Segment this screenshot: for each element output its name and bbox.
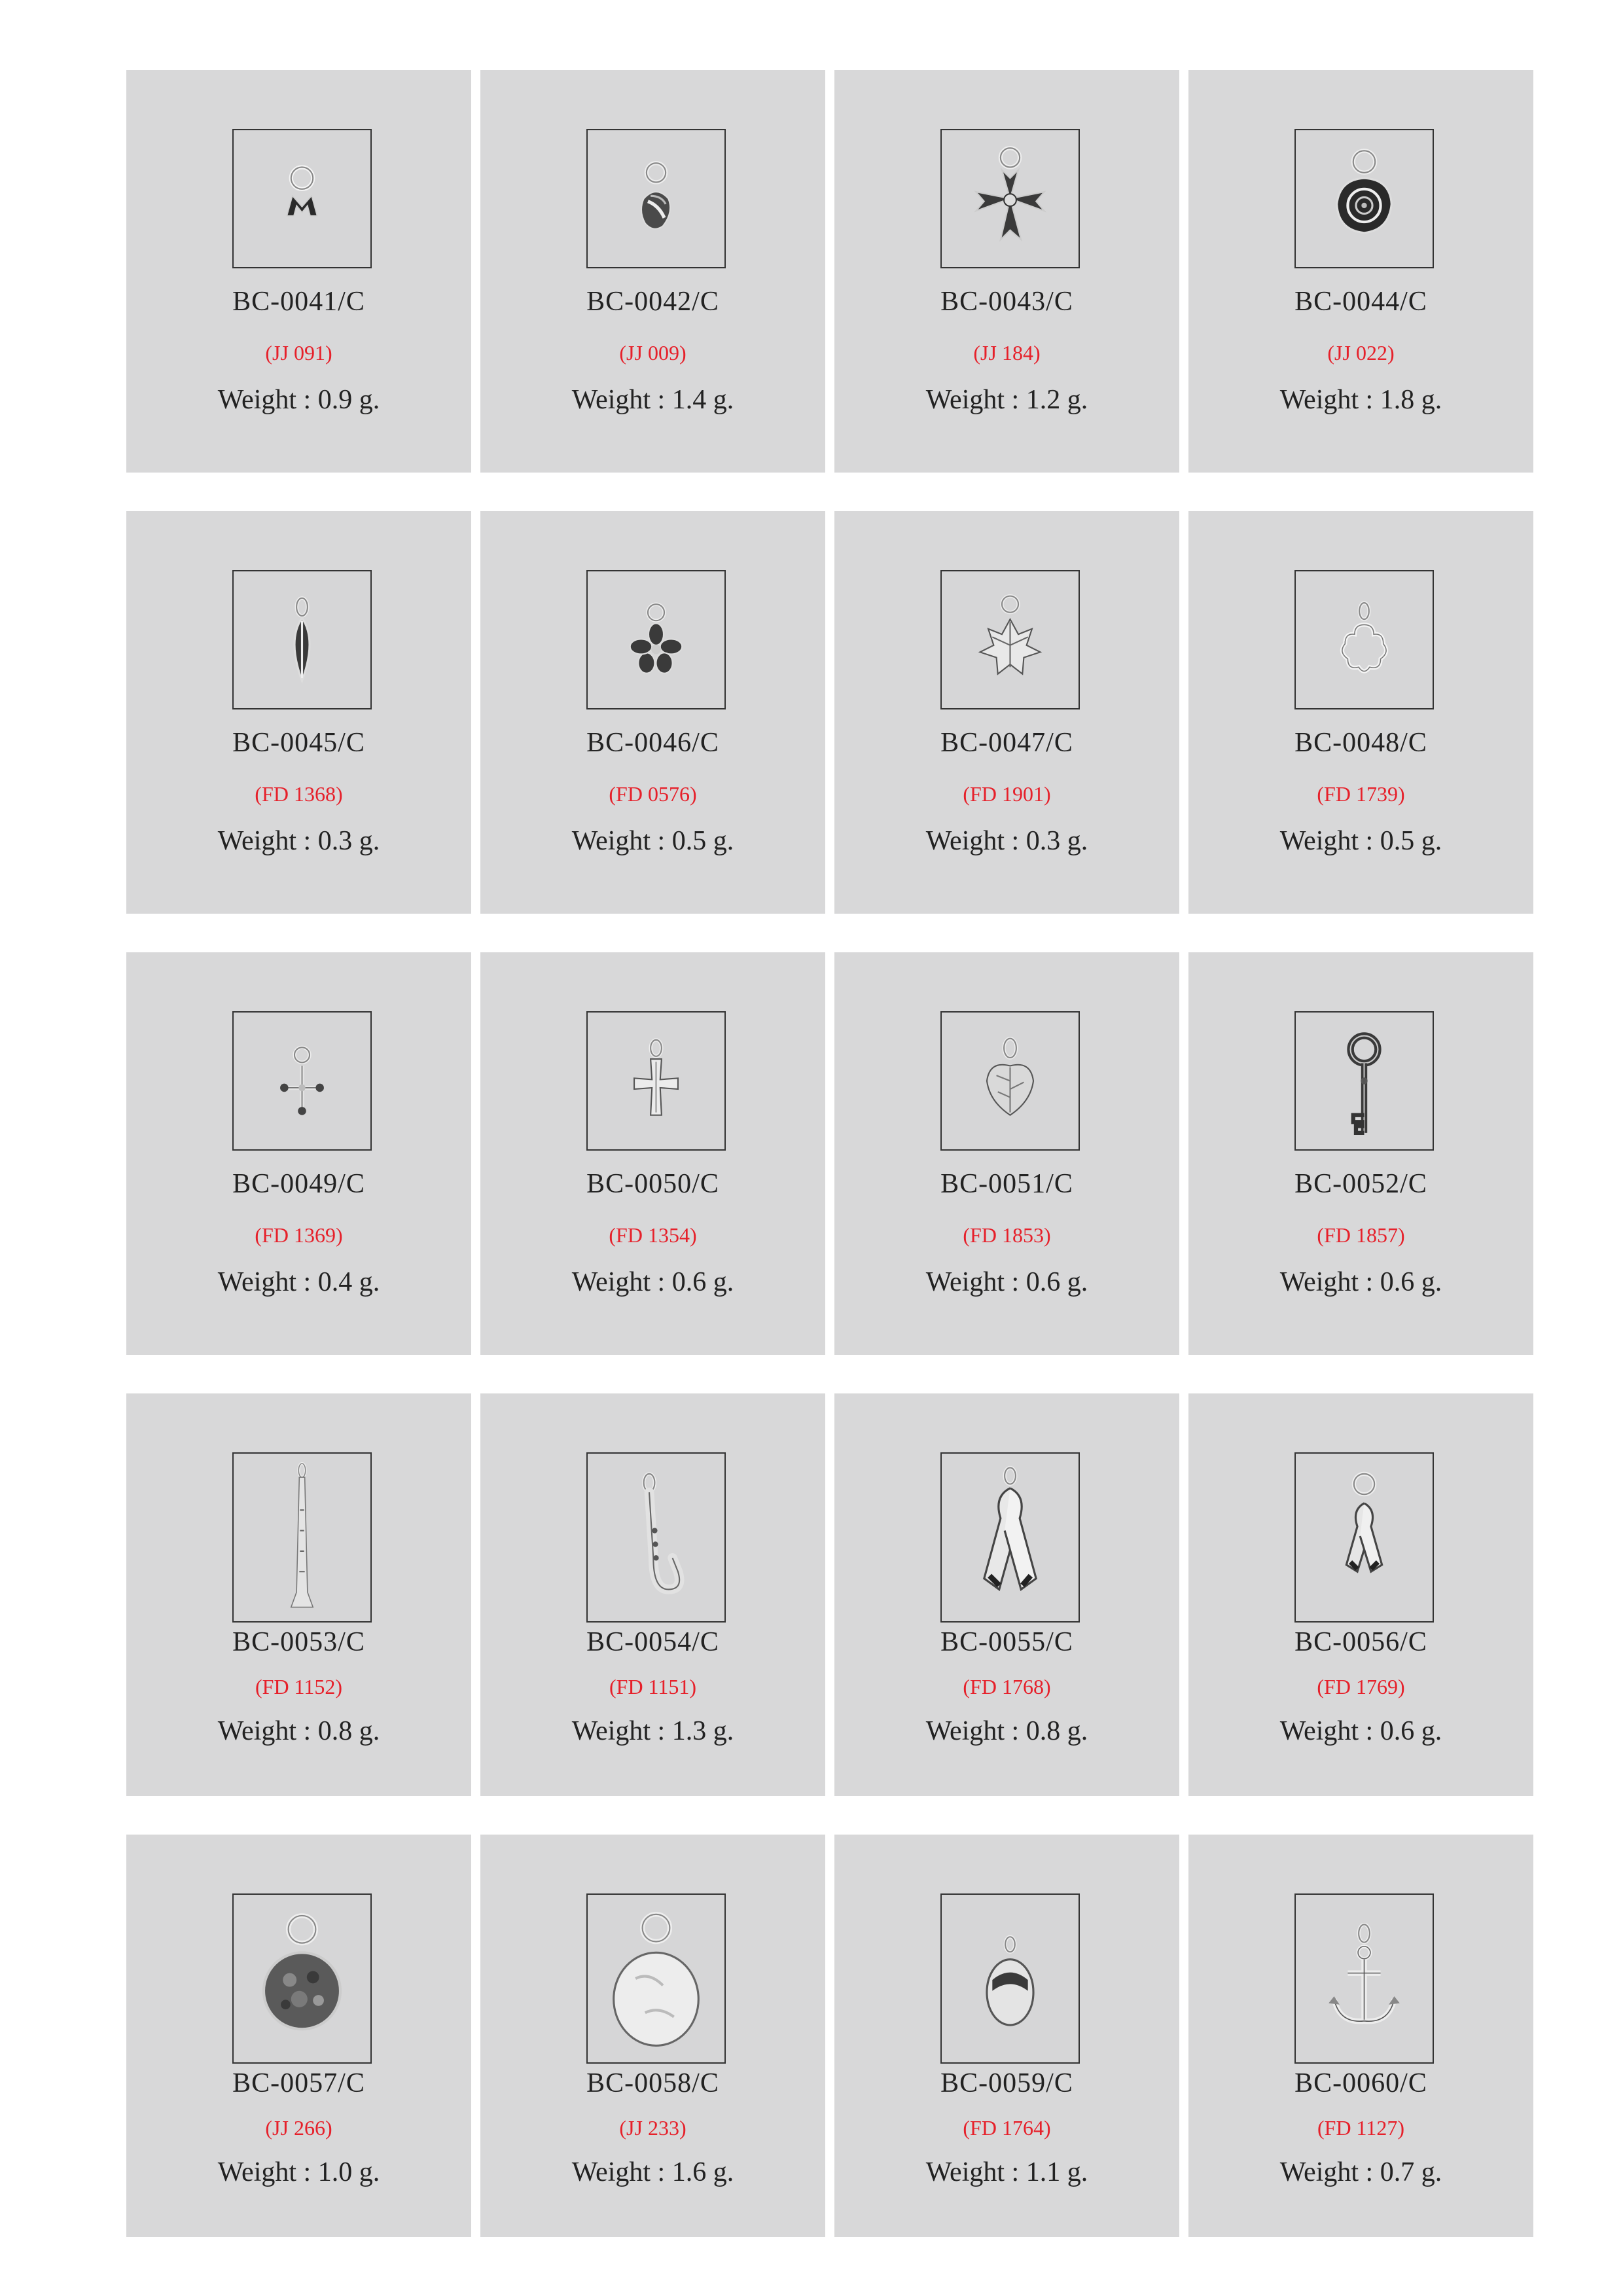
- product-code: BC-0058/C: [586, 2068, 719, 2098]
- product-card: [834, 952, 1179, 1355]
- product-card: [480, 511, 825, 914]
- product-code: BC-0042/C: [586, 287, 719, 317]
- product-weight: Weight : 0.8 g.: [925, 1716, 1088, 1746]
- product-code: BC-0052/C: [1294, 1169, 1427, 1199]
- product-weight: Weight : 0.9 g.: [217, 385, 380, 415]
- product-code: BC-0049/C: [232, 1169, 365, 1199]
- reference-code: (FD 1369): [255, 1223, 343, 1247]
- cross-dots-charm-icon: [232, 1011, 372, 1151]
- product-card: [480, 1393, 825, 1796]
- product-weight: Weight : 0.5 g.: [1279, 826, 1442, 856]
- product-code: BC-0048/C: [1294, 728, 1427, 758]
- product-card: [126, 511, 471, 914]
- reference-code: (FD 1768): [963, 1675, 1051, 1698]
- product-weight: Weight : 0.7 g.: [1279, 2157, 1442, 2187]
- product-code: BC-0053/C: [232, 1627, 365, 1657]
- product-card: [126, 1835, 471, 2237]
- product-weight: Weight : 1.0 g.: [217, 2157, 380, 2187]
- product-card: [480, 952, 825, 1355]
- reference-code: (FD 1127): [1317, 2116, 1405, 2140]
- product-code: BC-0047/C: [940, 728, 1073, 758]
- product-code: BC-0055/C: [940, 1627, 1073, 1657]
- key-charm-icon: [1294, 1011, 1434, 1151]
- reference-code: (FD 1769): [1317, 1675, 1405, 1698]
- product-code: BC-0045/C: [232, 728, 365, 758]
- product-card: [126, 1393, 471, 1796]
- reference-code: (JJ 266): [265, 2116, 332, 2140]
- product-weight: Weight : 0.4 g.: [217, 1267, 380, 1297]
- reference-code: (FD 1853): [963, 1223, 1051, 1247]
- product-code: BC-0050/C: [586, 1169, 719, 1199]
- reference-code: (JJ 022): [1327, 341, 1395, 365]
- ivy-leaf-charm-icon: [940, 570, 1080, 709]
- reference-code: (FD 1368): [255, 782, 343, 806]
- product-card: [834, 1393, 1179, 1796]
- product-card: [1188, 1393, 1533, 1796]
- oval-tag-charm-icon: [940, 1893, 1080, 2064]
- reference-code: (FD 1857): [1317, 1223, 1405, 1247]
- reference-code: (JJ 009): [619, 341, 687, 365]
- product-code: BC-0059/C: [940, 2068, 1073, 2098]
- reference-code: (JJ 233): [619, 2116, 687, 2140]
- reference-code: (FD 1764): [963, 2116, 1051, 2140]
- product-card: [834, 70, 1179, 473]
- product-card: [480, 70, 825, 473]
- product-card: [1188, 511, 1533, 914]
- product-weight: Weight : 1.2 g.: [925, 385, 1088, 415]
- product-code: BC-0056/C: [1294, 1627, 1427, 1657]
- product-weight: Weight : 1.6 g.: [571, 2157, 734, 2187]
- product-code: BC-0041/C: [232, 287, 365, 317]
- product-code: BC-0046/C: [586, 728, 719, 758]
- reference-code: (FD 1354): [609, 1223, 697, 1247]
- ribbon-charm-icon: [940, 1452, 1080, 1623]
- product-weight: Weight : 0.3 g.: [925, 826, 1088, 856]
- product-code: BC-0057/C: [232, 2068, 365, 2098]
- product-code: BC-0051/C: [940, 1169, 1073, 1199]
- product-card: [834, 511, 1179, 914]
- twisted-bead-charm-icon: [586, 129, 726, 268]
- heart-leaf-charm-icon: [940, 1011, 1080, 1151]
- product-grid: [126, 70, 1533, 2237]
- saxophone-charm-icon: [586, 1452, 726, 1623]
- product-weight: Weight : 0.8 g.: [217, 1716, 380, 1746]
- round-disc-charm-icon: [586, 1893, 726, 2064]
- reference-code: (FD 1151): [609, 1675, 697, 1698]
- reference-code: (JJ 184): [973, 341, 1041, 365]
- product-card: [1188, 70, 1533, 473]
- product-weight: Weight : 1.4 g.: [571, 385, 734, 415]
- hammered-disc-charm-icon: [232, 1893, 372, 2064]
- flower-outline-charm-icon: [1294, 570, 1434, 709]
- reference-code: (FD 1152): [255, 1675, 343, 1698]
- product-card: [480, 1835, 825, 2237]
- reference-code: (FD 1739): [1317, 782, 1405, 806]
- reference-code: (JJ 091): [265, 341, 332, 365]
- reference-code: (FD 0576): [609, 782, 697, 806]
- leaf-charm-icon: [232, 570, 372, 709]
- product-weight: Weight : 0.6 g.: [1279, 1716, 1442, 1746]
- product-card: [126, 70, 471, 473]
- product-card: [834, 1835, 1179, 2237]
- product-card: [1188, 1835, 1533, 2237]
- product-code: BC-0043/C: [940, 287, 1073, 317]
- product-code: BC-0044/C: [1294, 287, 1427, 317]
- product-weight: Weight : 0.6 g.: [1279, 1267, 1442, 1297]
- cross-charm-icon: [586, 1011, 726, 1151]
- product-weight: Weight : 1.1 g.: [925, 2157, 1088, 2187]
- small-flower-charm-icon: [586, 570, 726, 709]
- product-code: BC-0060/C: [1294, 2068, 1427, 2098]
- product-code: BC-0054/C: [586, 1627, 719, 1657]
- product-weight: Weight : 1.8 g.: [1279, 385, 1442, 415]
- letter-m-charm-icon: [232, 129, 372, 268]
- anchor-charm-icon: [1294, 1893, 1434, 2064]
- clarinet-charm-icon: [232, 1452, 372, 1623]
- rose-charm-icon: [1294, 129, 1434, 268]
- small-ribbon-charm-icon: [1294, 1452, 1434, 1623]
- product-card: [126, 952, 471, 1355]
- product-weight: Weight : 0.6 g.: [571, 1267, 734, 1297]
- product-weight: Weight : 0.3 g.: [217, 826, 380, 856]
- product-weight: Weight : 0.6 g.: [925, 1267, 1088, 1297]
- product-weight: Weight : 1.3 g.: [571, 1716, 734, 1746]
- product-weight: Weight : 0.5 g.: [571, 826, 734, 856]
- reference-code: (FD 1901): [963, 782, 1051, 806]
- four-petal-flower-charm-icon: [940, 129, 1080, 268]
- product-card: [1188, 952, 1533, 1355]
